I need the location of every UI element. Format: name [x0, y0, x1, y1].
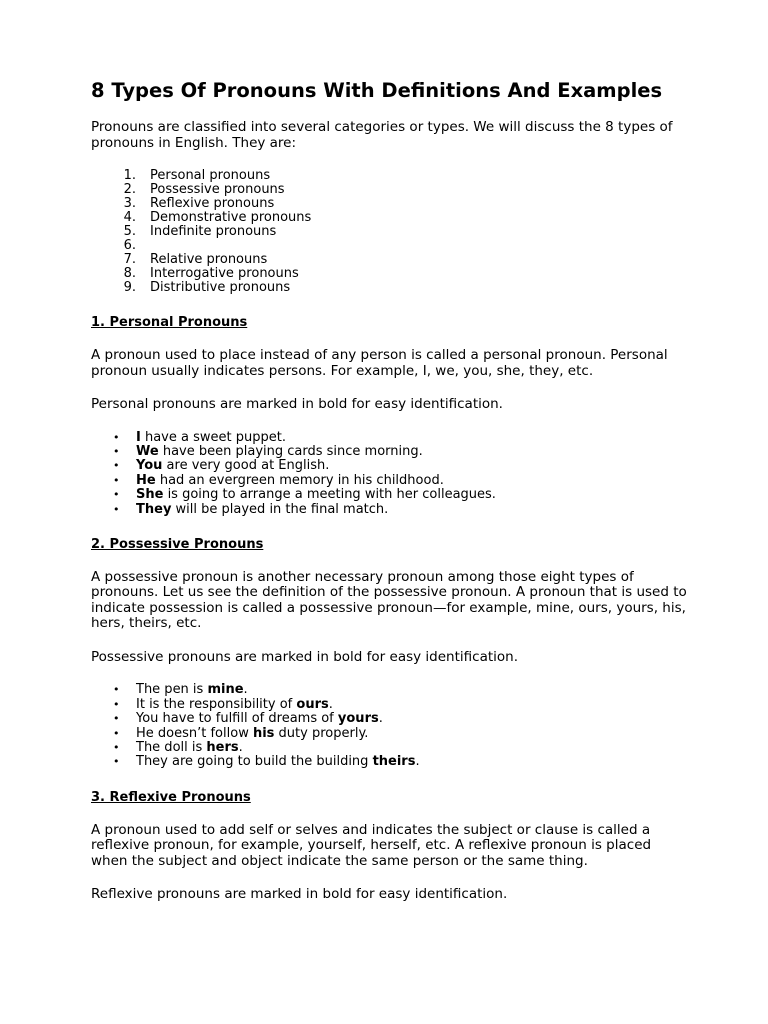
list-number: 6. [123, 238, 136, 253]
intro-paragraph: Pronouns are classified into several categories or types. We will discuss the 8 types of pronouns in English. They are: [91, 119, 673, 151]
bullet-icon: • [113, 502, 120, 516]
bullet-icon: • [113, 755, 120, 769]
list-item [113, 712, 691, 726]
section-heading-possessive: 2. Possessive Pronouns [91, 536, 264, 552]
list-number: 8. [123, 266, 136, 281]
example-text: He doesn’t follow [136, 725, 253, 741]
bold-pronoun: I [136, 429, 141, 445]
list-item [113, 281, 691, 295]
example-text: have been playing cards since morning. [158, 443, 423, 459]
section-note: Personal pronouns are marked in bold for easy identification. [91, 396, 503, 412]
list-item [113, 239, 691, 253]
list-item [113, 253, 691, 267]
bullet-icon: • [113, 488, 120, 502]
list-number: 5. [123, 224, 136, 239]
document-title: 8 Types Of Pronouns With Definitions And Examples [91, 79, 663, 102]
example-text: had an evergreen memory in his childhood. [155, 472, 444, 488]
pronoun-types-list [113, 169, 691, 295]
list-item [113, 698, 691, 712]
section-heading-reflexive: 3. Reflexive Pronouns [91, 789, 251, 805]
bold-pronoun: She [136, 487, 164, 503]
example-text: duty properly. [274, 725, 369, 741]
section-note: Reflexive pronouns are marked in bold for easy identification. [91, 886, 508, 903]
list-item [113, 445, 691, 459]
section-definition: A possessive pronoun is another necessary pronoun among those eight types of pronouns. Let us see the definition of the possessive pronoun. A pronoun that is used to indicate possession is called a possessive pronoun—for example, mine, ours, yours, his, hers, theirs, etc. [91, 568, 687, 632]
example-text: are very good at English. [162, 458, 330, 474]
section-note: Possessive pronouns are marked in bold for easy identification. [91, 648, 518, 665]
bold-pronoun: We [136, 443, 159, 459]
list-item [113, 474, 691, 488]
list-item-text: Reflexive pronouns [150, 196, 275, 211]
example-list [113, 431, 691, 517]
bold-pronoun: ours [296, 696, 329, 712]
bold-pronoun: You [136, 458, 163, 474]
list-number: 7. [123, 252, 136, 267]
bold-pronoun: his [252, 725, 275, 741]
bullet-icon: • [113, 430, 120, 444]
list-item [113, 459, 691, 473]
bullet-icon: • [113, 712, 120, 726]
bold-pronoun: yours [337, 711, 379, 727]
list-number: 2. [123, 182, 136, 197]
example-text: . [243, 682, 248, 698]
list-item-text [136, 239, 150, 253]
list-item [113, 211, 691, 225]
list-item [113, 169, 691, 183]
bullet-icon: • [113, 473, 120, 487]
list-item-text: Indefinite pronouns [150, 224, 277, 239]
list-item [113, 488, 691, 502]
list-item [113, 431, 691, 445]
list-number: 1. [123, 168, 136, 183]
example-text: have a sweet puppet. [140, 429, 286, 445]
bold-pronoun: He [136, 472, 156, 488]
bullet-icon: • [113, 683, 120, 697]
bold-pronoun: mine [207, 682, 244, 698]
list-item [113, 727, 691, 741]
list-item [113, 741, 691, 755]
section-definition: A pronoun used to add self or selves and indicates the subject or clause is called a reflexive pronoun, for example, yourself, herself, etc. A reflexive pronoun is placed when the subject and object indicate the same person or the same thing. [91, 821, 652, 869]
example-text: You have to fulfill of dreams of [136, 711, 338, 727]
list-item-text: Distributive pronouns [150, 280, 291, 295]
example-text: . [328, 696, 333, 712]
list-item [113, 755, 691, 769]
bullet-icon: • [113, 444, 120, 458]
list-item [113, 503, 691, 517]
list-item-text: Relative pronouns [150, 252, 268, 267]
example-text: . [378, 711, 383, 727]
document-page [91, 78, 691, 921]
example-text: The doll is [136, 740, 207, 756]
bold-pronoun: hers [206, 740, 239, 756]
example-text: It is the responsibility of [136, 696, 297, 712]
list-number: 3. [123, 196, 136, 211]
example-text: will be played in the final match. [171, 501, 389, 517]
example-text: They are going to build the building [136, 754, 373, 770]
example-list [113, 683, 691, 769]
section-definition: A pronoun used to place instead of any person is called a personal pronoun. Personal pronoun usually indicates persons. For example, I, we, you, she, they, etc. [91, 347, 668, 379]
example-text: . [238, 740, 243, 756]
example-text: is going to arrange a meeting with her colleagues. [163, 487, 496, 503]
example-text: . [415, 754, 420, 770]
bold-pronoun: They [136, 501, 172, 517]
example-text: The pen is [136, 682, 208, 698]
bullet-icon: • [113, 726, 120, 740]
list-item-text: Personal pronouns [150, 168, 271, 183]
list-number: 9. [123, 280, 136, 295]
list-item-text: Possessive pronouns [150, 182, 285, 197]
list-item [113, 267, 691, 281]
list-item [113, 183, 691, 197]
list-number: 4. [123, 210, 136, 225]
section-heading-personal: 1. Personal Pronouns [91, 315, 248, 330]
list-item-text: Interrogative pronouns [150, 266, 299, 281]
list-item [113, 225, 691, 239]
list-item [113, 683, 691, 697]
list-item-text: Demonstrative pronouns [150, 210, 312, 225]
bullet-icon: • [113, 741, 120, 755]
bullet-icon: • [113, 459, 120, 473]
list-item [113, 197, 691, 211]
bullet-icon: • [113, 697, 120, 711]
bold-pronoun: theirs [372, 754, 416, 770]
